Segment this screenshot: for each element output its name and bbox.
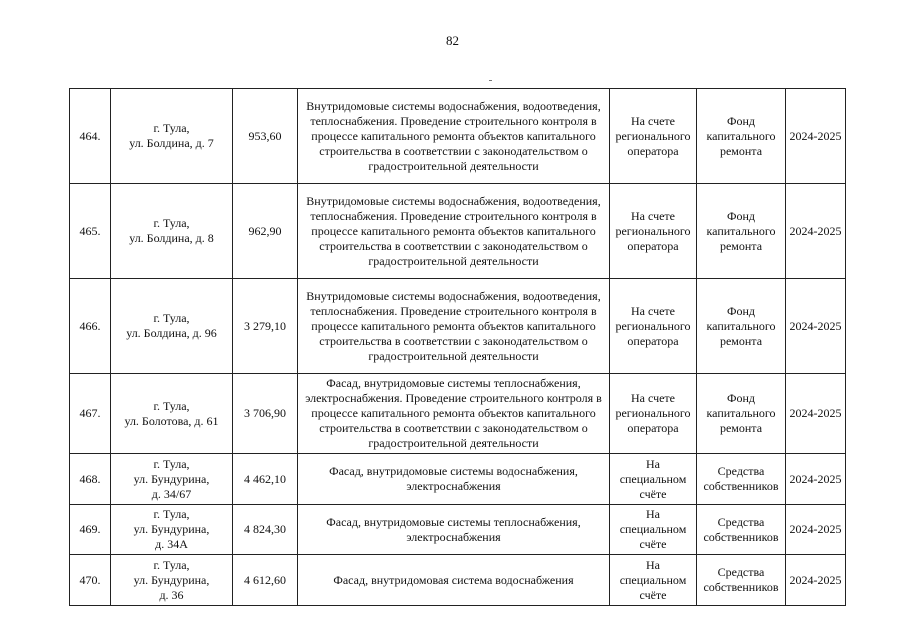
row-number: 467. xyxy=(70,374,111,454)
table-row xyxy=(70,279,846,374)
address-cell: г. Тула, ул. Болотова, д. 61 xyxy=(111,374,233,454)
works-cell: Внутридомовые системы водоснабжения, водоотведения, теплоснабжения. Проведение строительного контроля в процессе капитального ремонта объектов капитального строительства в соответствии с законодательством о градостроительной деятельности xyxy=(298,89,610,184)
row-number: 470. xyxy=(70,555,111,606)
table-row xyxy=(70,454,846,505)
area-cell: 4 612,60 xyxy=(233,555,298,606)
table-row xyxy=(70,555,846,606)
account-cell: На счете регионального оператора xyxy=(610,184,697,279)
address-cell: г. Тула, ул. Болдина, д. 8 xyxy=(111,184,233,279)
address-cell: г. Тула, ул. Болдина, д. 7 xyxy=(111,89,233,184)
period-cell: 2024-2025 xyxy=(786,89,846,184)
account-cell: На специальном счёте xyxy=(610,454,697,505)
funding-source-cell: Средства собственников xyxy=(697,555,786,606)
row-number: 464. xyxy=(70,89,111,184)
address-cell: г. Тула, ул. Бундурина, д. 34/67 xyxy=(111,454,233,505)
works-cell: Внутридомовые системы водоснабжения, водоотведения, теплоснабжения. Проведение строительного контроля в процессе капитального ремонта объектов капитального строительства в соответствии с законодательством о градостроительной деятельности xyxy=(298,279,610,374)
row-number: 466. xyxy=(70,279,111,374)
funding-source-cell: Средства собственников xyxy=(697,505,786,555)
funding-source-cell: Фонд капитального ремонта xyxy=(697,184,786,279)
account-cell: На специальном счёте xyxy=(610,505,697,555)
area-cell: 4 462,10 xyxy=(233,454,298,505)
period-cell: 2024-2025 xyxy=(786,279,846,374)
area-cell: 953,60 xyxy=(233,89,298,184)
works-cell: Внутридомовые системы водоснабжения, водоотведения, теплоснабжения. Проведение строительного контроля в процессе капитального ремонта объектов капитального строительства в соответствии с законодательством о градостроительной деятельности xyxy=(298,184,610,279)
period-cell: 2024-2025 xyxy=(786,454,846,505)
funding-source-cell: Фонд капитального ремонта xyxy=(697,279,786,374)
area-cell: 962,90 xyxy=(233,184,298,279)
area-cell: 3 706,90 xyxy=(233,374,298,454)
table-row xyxy=(70,374,846,454)
table-row xyxy=(70,89,846,184)
account-cell: На счете регионального оператора xyxy=(610,279,697,374)
area-cell: 3 279,10 xyxy=(233,279,298,374)
period-cell: 2024-2025 xyxy=(786,184,846,279)
works-cell: Фасад, внутридомовая система водоснабжения xyxy=(298,555,610,606)
funding-source-cell: Средства собственников xyxy=(697,454,786,505)
funding-source-cell: Фонд капитального ремонта xyxy=(697,89,786,184)
works-cell: Фасад, внутридомовые системы водоснабжения, электроснабжения xyxy=(298,454,610,505)
period-cell: 2024-2025 xyxy=(786,555,846,606)
scan-mark xyxy=(489,80,492,81)
period-cell: 2024-2025 xyxy=(786,374,846,454)
area-cell: 4 824,30 xyxy=(233,505,298,555)
table-row xyxy=(70,184,846,279)
address-cell: г. Тула, ул. Болдина, д. 96 xyxy=(111,279,233,374)
address-cell: г. Тула, ул. Бундурина, д. 34А xyxy=(111,505,233,555)
page-number: 82 xyxy=(446,33,459,48)
period-cell: 2024-2025 xyxy=(786,505,846,555)
repair-schedule-table xyxy=(69,88,846,606)
account-cell: На счете регионального оператора xyxy=(610,89,697,184)
row-number: 469. xyxy=(70,505,111,555)
account-cell: На специальном счёте xyxy=(610,555,697,606)
row-number: 468. xyxy=(70,454,111,505)
works-cell: Фасад, внутридомовые системы теплоснабжения, электроснабжения xyxy=(298,505,610,555)
works-cell: Фасад, внутридомовые системы теплоснабжения, электроснабжения. Проведение строительного контроля в процессе капитального ремонта объектов капитального строительства в соответствии с законодательством о градостроительной деятельности xyxy=(298,374,610,454)
account-cell: На счете регионального оператора xyxy=(610,374,697,454)
row-number: 465. xyxy=(70,184,111,279)
funding-source-cell: Фонд капитального ремонта xyxy=(697,374,786,454)
address-cell: г. Тула, ул. Бундурина, д. 36 xyxy=(111,555,233,606)
table-row xyxy=(70,505,846,555)
